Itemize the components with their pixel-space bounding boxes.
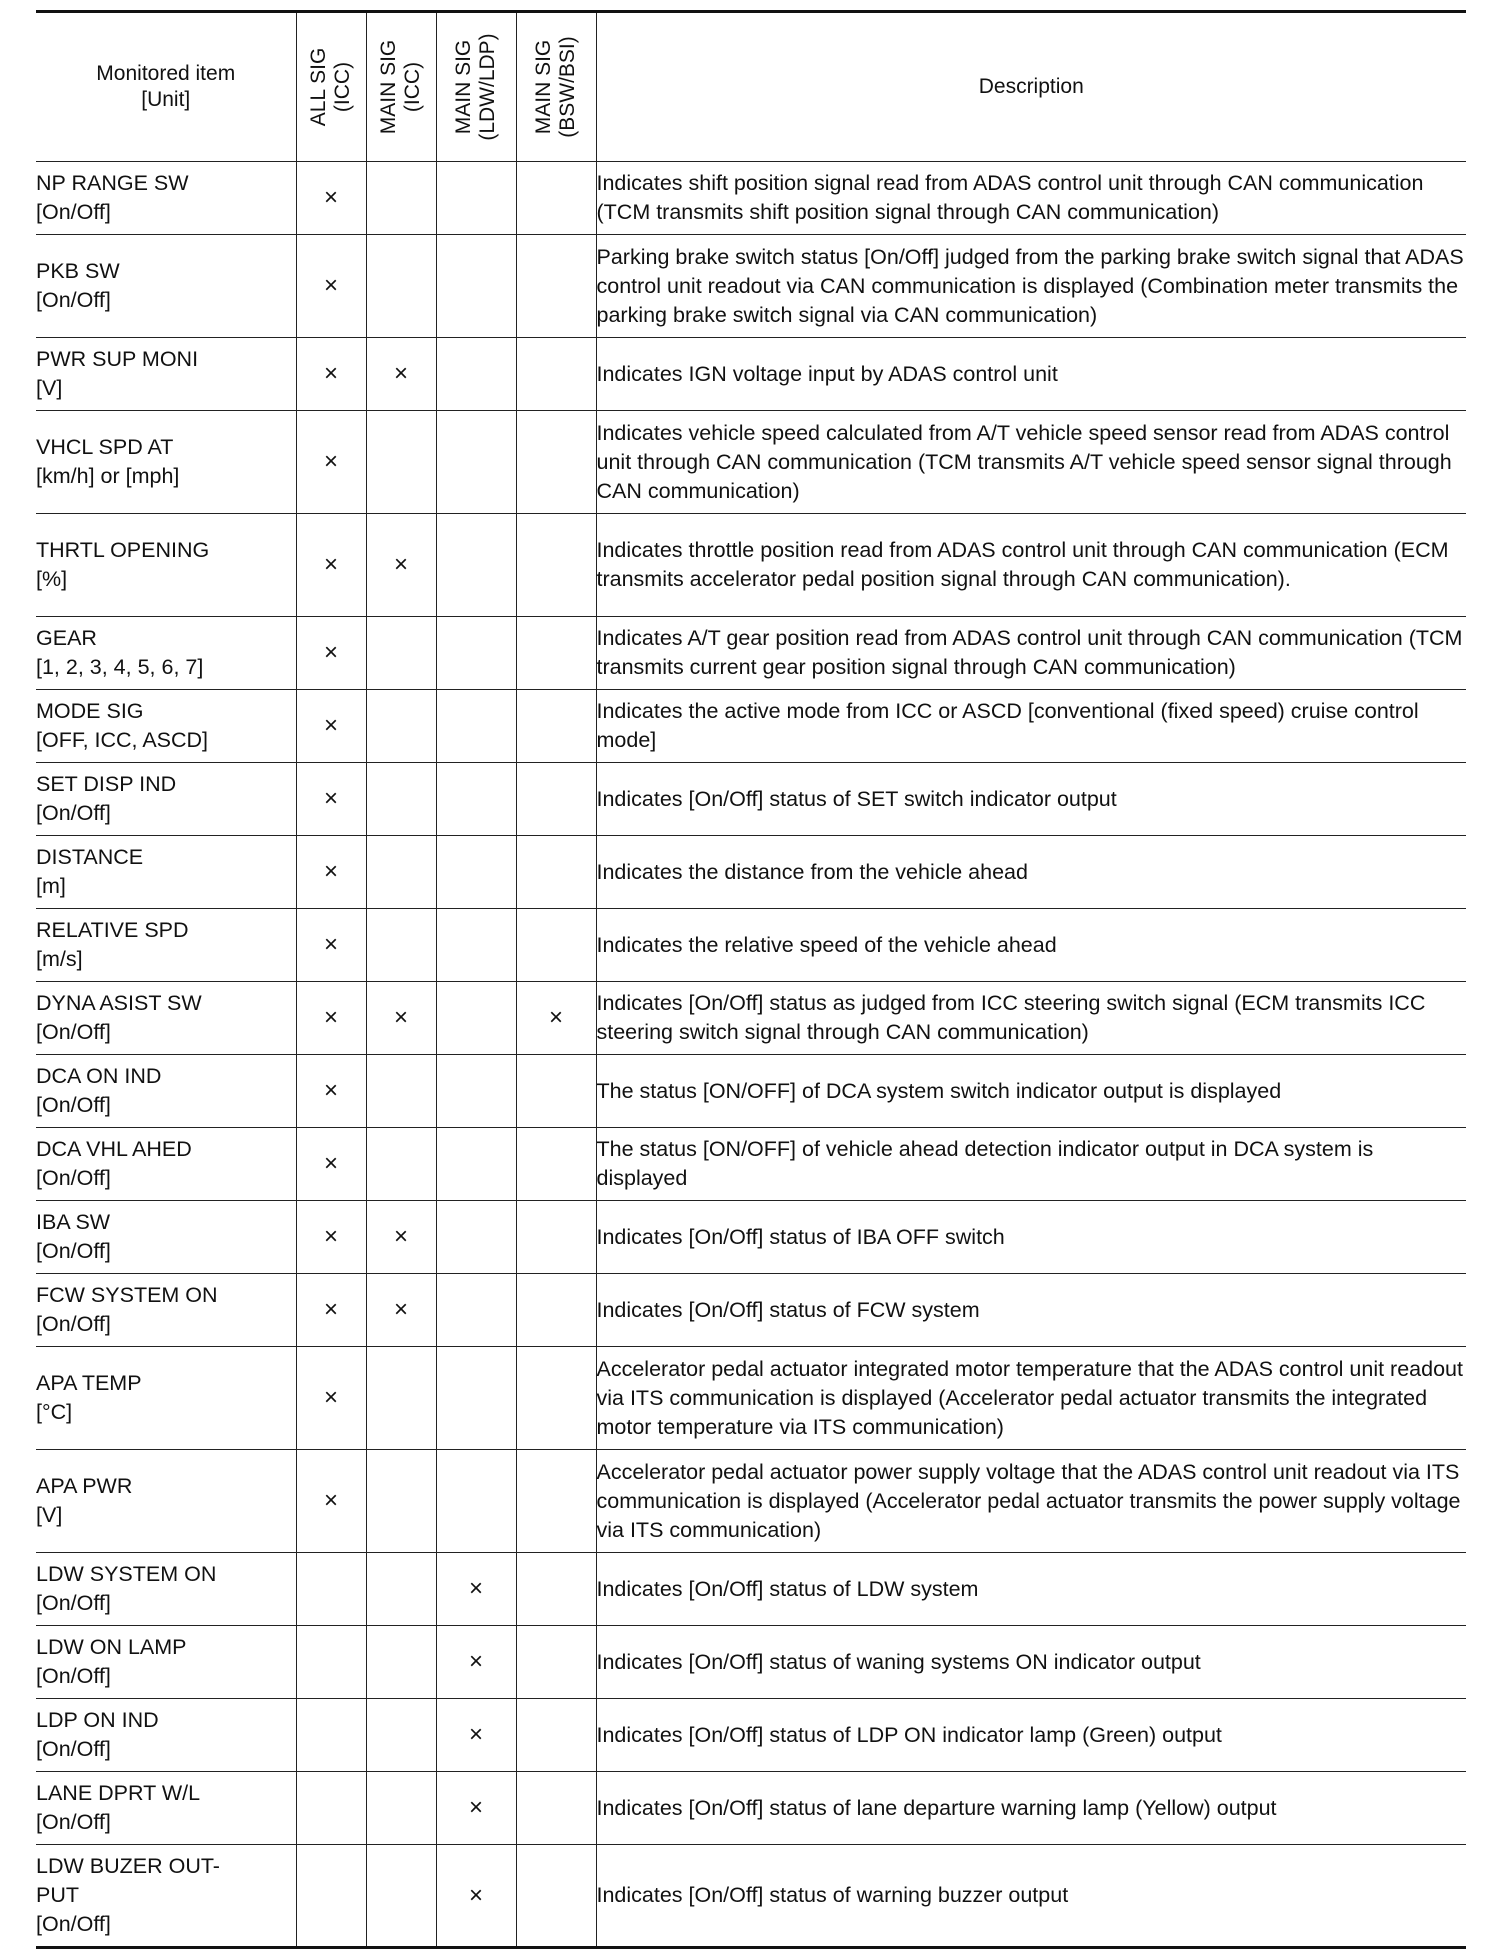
description-cell: Indicates throttle position read from ADAS control unit through CAN communication (ECM transmits accelerator pedal position signal through CAN communication). — [596, 514, 1466, 617]
table-row — [36, 1699, 1466, 1772]
main-sig-bsw-bsi-mark — [516, 909, 596, 982]
monitored-item-unit: [On/Off] — [36, 200, 111, 224]
main-sig-icc-mark — [366, 411, 436, 514]
description-cell: Indicates [On/Off] status of LDP ON indicator lamp (Green) output — [596, 1699, 1466, 1772]
main-sig-ldw-ldp-header-line1: MAIN SIG — [452, 39, 475, 135]
monitored-item-name: LDP ON IND — [36, 1708, 159, 1732]
description-cell: Indicates [On/Off] status of waning systems ON indicator output — [596, 1626, 1466, 1699]
monitored-item-cell — [36, 763, 296, 836]
monitored-item-unit: [On/Off] — [36, 801, 111, 825]
all-sig-icc-mark: × — [296, 690, 366, 763]
all-sig-icc-mark — [296, 1772, 366, 1845]
main-sig-bsw-bsi-mark — [516, 338, 596, 411]
monitored-item-unit: [V] — [36, 376, 63, 400]
monitored-item-unit: [On/Off] — [36, 1166, 111, 1190]
description-cell: Indicates A/T gear position read from ADAS control unit through CAN communication (TCM transmits current gear position signal through CAN communication) — [596, 617, 1466, 690]
main-sig-bsw-bsi-header — [516, 12, 596, 162]
table-header-row — [36, 12, 1466, 162]
main-sig-icc-mark: × — [366, 1274, 436, 1347]
main-sig-ldw-ldp-mark — [436, 909, 516, 982]
main-sig-bsw-bsi-mark — [516, 411, 596, 514]
monitored-item-cell — [36, 909, 296, 982]
main-sig-icc-mark — [366, 690, 436, 763]
monitored-item-unit: [On/Off] — [36, 1737, 111, 1761]
main-sig-ldw-ldp-mark — [436, 514, 516, 617]
main-sig-icc-mark — [366, 235, 436, 338]
main-sig-icc-mark — [366, 1699, 436, 1772]
monitored-item-cell — [36, 1845, 296, 1948]
all-sig-icc-mark: × — [296, 1347, 366, 1450]
description-cell: Indicates the active mode from ICC or ASCD [conventional (fixed speed) cruise control mode] — [596, 690, 1466, 763]
all-sig-icc-mark: × — [296, 1450, 366, 1553]
description-header: Description — [596, 12, 1466, 162]
main-sig-icc-mark — [366, 617, 436, 690]
description-cell: Indicates [On/Off] status as judged from ICC steering switch signal (ECM transmits ICC steering switch signal through CAN communication) — [596, 982, 1466, 1055]
all-sig-icc-mark: × — [296, 1201, 366, 1274]
monitored-item-unit: [On/Off] — [36, 1912, 111, 1936]
monitored-item-cell — [36, 836, 296, 909]
monitored-item-unit: [On/Off] — [36, 1664, 111, 1688]
main-sig-icc-mark: × — [366, 514, 436, 617]
main-sig-ldw-ldp-header-line2: (LDW/LDP) — [476, 33, 499, 141]
monitored-item-cell — [36, 411, 296, 514]
all-sig-icc-mark: × — [296, 235, 366, 338]
description-cell: Accelerator pedal actuator power supply voltage that the ADAS control unit readout via ITS communication is displayed (Accelerator pedal actuator transmits the power supply voltage via ITS communication) — [596, 1450, 1466, 1553]
main-sig-bsw-bsi-mark — [516, 514, 596, 617]
description-cell: Indicates vehicle speed calculated from A/T vehicle speed sensor read from ADAS control unit through CAN communication (TCM transmits A/T vehicle speed sensor signal through CAN communication) — [596, 411, 1466, 514]
all-sig-icc-mark: × — [296, 763, 366, 836]
main-sig-bsw-bsi-mark — [516, 1553, 596, 1626]
monitored-item-cell — [36, 1626, 296, 1699]
table-row — [36, 1772, 1466, 1845]
monitored-item-header-label: Monitored item — [96, 62, 236, 85]
main-sig-icc-header-line1: MAIN SIG — [377, 39, 400, 135]
monitored-item-header — [36, 12, 296, 162]
main-sig-ldw-ldp-mark — [436, 1347, 516, 1450]
all-sig-icc-mark: × — [296, 514, 366, 617]
main-sig-bsw-bsi-mark — [516, 763, 596, 836]
main-sig-ldw-ldp-mark — [436, 763, 516, 836]
main-sig-bsw-bsi-mark — [516, 162, 596, 235]
table-row — [36, 235, 1466, 338]
monitored-item-name: DYNA ASIST SW — [36, 991, 202, 1015]
main-sig-bsw-bsi-mark: × — [516, 982, 596, 1055]
main-sig-ldw-ldp-mark — [436, 1274, 516, 1347]
main-sig-bsw-bsi-mark — [516, 1845, 596, 1948]
monitored-item-unit: [1, 2, 3, 4, 5, 6, 7] — [36, 655, 204, 679]
description-cell: Indicates IGN voltage input by ADAS control unit — [596, 338, 1466, 411]
description-cell: Parking brake switch status [On/Off] judged from the parking brake switch signal that ADAS control unit readout via CAN communication is displayed (Combination meter transmits the parking brake switch signal via CAN communication) — [596, 235, 1466, 338]
monitored-item-unit: [%] — [36, 567, 68, 591]
description-cell: Indicates [On/Off] status of SET switch indicator output — [596, 763, 1466, 836]
main-sig-bsw-bsi-header-line1: MAIN SIG — [532, 39, 555, 135]
table-row — [36, 982, 1466, 1055]
monitored-item-cell — [36, 1055, 296, 1128]
monitored-item-unit: [km/h] or [mph] — [36, 464, 180, 488]
main-sig-ldw-ldp-mark: × — [436, 1772, 516, 1845]
description-cell: Indicates [On/Off] status of FCW system — [596, 1274, 1466, 1347]
main-sig-bsw-bsi-mark — [516, 617, 596, 690]
all-sig-icc-mark: × — [296, 617, 366, 690]
main-sig-icc-mark — [366, 1772, 436, 1845]
monitored-item-name: LDW ON LAMP — [36, 1635, 187, 1659]
monitored-item-unit: [On/Off] — [36, 1591, 111, 1615]
table-row — [36, 1274, 1466, 1347]
monitored-item-cell — [36, 162, 296, 235]
main-sig-bsw-bsi-header-line2: (BSW/BSI) — [556, 36, 579, 138]
monitored-item-unit: [V] — [36, 1503, 63, 1527]
monitored-item-name: APA TEMP — [36, 1371, 142, 1395]
main-sig-ldw-ldp-mark — [436, 235, 516, 338]
table-row — [36, 1450, 1466, 1553]
monitored-item-name: RELATIVE SPD — [36, 918, 189, 942]
main-sig-icc-header-line2: (ICC) — [401, 61, 424, 113]
monitored-item-cell — [36, 1772, 296, 1845]
main-sig-bsw-bsi-mark — [516, 1201, 596, 1274]
main-sig-bsw-bsi-mark — [516, 1055, 596, 1128]
monitored-item-name: PWR SUP MONI — [36, 347, 199, 371]
monitored-item-cell — [36, 1201, 296, 1274]
all-sig-icc-mark: × — [296, 909, 366, 982]
description-cell: Accelerator pedal actuator integrated motor temperature that the ADAS control unit readout via ITS communication is displayed (Accelerator pedal actuator transmits the integrated motor temperature via ITS communication) — [596, 1347, 1466, 1450]
main-sig-ldw-ldp-mark — [436, 690, 516, 763]
monitored-item-cell — [36, 338, 296, 411]
main-sig-icc-mark — [366, 1553, 436, 1626]
table-body — [36, 162, 1466, 1948]
table-row — [36, 836, 1466, 909]
monitored-item-cell — [36, 1128, 296, 1201]
monitored-item-name: FCW SYSTEM ON — [36, 1283, 218, 1307]
main-sig-icc-mark — [366, 909, 436, 982]
main-sig-icc-mark — [366, 1347, 436, 1450]
main-sig-ldw-ldp-mark: × — [436, 1845, 516, 1948]
main-sig-icc-mark — [366, 763, 436, 836]
monitored-item-unit: [On/Off] — [36, 1810, 111, 1834]
monitored-item-unit: [On/Off] — [36, 1312, 111, 1336]
monitored-item-name: DCA ON IND — [36, 1064, 162, 1088]
main-sig-ldw-ldp-mark — [436, 162, 516, 235]
table-row — [36, 909, 1466, 982]
main-sig-ldw-ldp-mark — [436, 1128, 516, 1201]
main-sig-ldw-ldp-mark — [436, 1201, 516, 1274]
table-row — [36, 1553, 1466, 1626]
monitored-item-unit: [°C] — [36, 1400, 73, 1424]
monitored-item-unit: [m] — [36, 874, 66, 898]
monitored-item-name: THRTL OPENING — [36, 538, 210, 562]
main-sig-icc-mark: × — [366, 1201, 436, 1274]
main-sig-icc-mark — [366, 1626, 436, 1699]
all-sig-icc-mark: × — [296, 982, 366, 1055]
monitored-items-table — [36, 10, 1466, 1949]
monitored-item-unit: [On/Off] — [36, 1093, 111, 1117]
monitored-item-cell — [36, 1699, 296, 1772]
table-row — [36, 763, 1466, 836]
description-cell: The status [ON/OFF] of DCA system switch indicator output is displayed — [596, 1055, 1466, 1128]
description-cell: The status [ON/OFF] of vehicle ahead detection indicator output in DCA system is displayed — [596, 1128, 1466, 1201]
monitored-item-name: LDW BUZER OUT- PUT — [36, 1854, 220, 1907]
main-sig-ldw-ldp-mark — [436, 1055, 516, 1128]
main-sig-ldw-ldp-mark — [436, 1450, 516, 1553]
description-cell: Indicates the relative speed of the vehicle ahead — [596, 909, 1466, 982]
main-sig-ldw-ldp-mark — [436, 836, 516, 909]
all-sig-icc-mark: × — [296, 836, 366, 909]
table-row — [36, 1845, 1466, 1948]
all-sig-icc-mark — [296, 1553, 366, 1626]
main-sig-bsw-bsi-mark — [516, 1699, 596, 1772]
monitored-item-cell — [36, 1274, 296, 1347]
main-sig-bsw-bsi-mark — [516, 1128, 596, 1201]
table-row — [36, 514, 1466, 617]
monitored-item-name: IBA SW — [36, 1210, 111, 1234]
monitored-item-unit: [On/Off] — [36, 288, 111, 312]
main-sig-ldw-ldp-mark: × — [436, 1699, 516, 1772]
main-sig-icc-mark — [366, 162, 436, 235]
monitored-item-unit: [m/s] — [36, 947, 83, 971]
table-row — [36, 411, 1466, 514]
main-sig-bsw-bsi-mark — [516, 235, 596, 338]
table-row — [36, 1626, 1466, 1699]
monitored-item-cell — [36, 1553, 296, 1626]
monitored-item-cell — [36, 617, 296, 690]
table-row — [36, 690, 1466, 763]
all-sig-icc-header — [296, 12, 366, 162]
monitored-item-name: SET DISP IND — [36, 772, 177, 796]
unit-header-label: [Unit] — [141, 88, 191, 111]
main-sig-ldw-ldp-mark — [436, 411, 516, 514]
main-sig-icc-mark: × — [366, 338, 436, 411]
main-sig-bsw-bsi-mark — [516, 1626, 596, 1699]
table-row — [36, 1128, 1466, 1201]
all-sig-icc-mark: × — [296, 1274, 366, 1347]
monitored-item-name: APA PWR — [36, 1474, 133, 1498]
main-sig-icc-mark — [366, 1845, 436, 1948]
description-cell: Indicates [On/Off] status of IBA OFF switch — [596, 1201, 1466, 1274]
table-row — [36, 1201, 1466, 1274]
monitored-item-cell — [36, 514, 296, 617]
monitored-item-name: LDW SYSTEM ON — [36, 1562, 217, 1586]
monitored-item-unit: [On/Off] — [36, 1239, 111, 1263]
all-sig-icc-header-line1: ALL SIG — [307, 47, 330, 127]
monitored-item-name: VHCL SPD AT — [36, 435, 174, 459]
main-sig-ldw-ldp-mark — [436, 617, 516, 690]
monitored-item-name: LANE DPRT W/L — [36, 1781, 201, 1805]
all-sig-icc-header-line2: (ICC) — [331, 61, 354, 113]
monitored-item-name: NP RANGE SW — [36, 171, 189, 195]
all-sig-icc-mark — [296, 1626, 366, 1699]
main-sig-bsw-bsi-mark — [516, 1347, 596, 1450]
description-cell: Indicates shift position signal read from ADAS control unit through CAN communication (TCM transmits shift position signal through CAN communication) — [596, 162, 1466, 235]
main-sig-bsw-bsi-mark — [516, 1274, 596, 1347]
description-cell: Indicates the distance from the vehicle ahead — [596, 836, 1466, 909]
monitored-item-cell — [36, 690, 296, 763]
monitored-item-name: MODE SIG — [36, 699, 144, 723]
main-sig-icc-mark — [366, 836, 436, 909]
description-cell: Indicates [On/Off] status of warning buzzer output — [596, 1845, 1466, 1948]
description-cell: Indicates [On/Off] status of lane departure warning lamp (Yellow) output — [596, 1772, 1466, 1845]
main-sig-ldw-ldp-header — [436, 12, 516, 162]
main-sig-bsw-bsi-mark — [516, 1450, 596, 1553]
main-sig-icc-mark — [366, 1055, 436, 1128]
description-cell: Indicates [On/Off] status of LDW system — [596, 1553, 1466, 1626]
main-sig-icc-mark: × — [366, 982, 436, 1055]
monitored-item-unit: [On/Off] — [36, 1020, 111, 1044]
main-sig-ldw-ldp-mark: × — [436, 1626, 516, 1699]
main-sig-ldw-ldp-mark — [436, 338, 516, 411]
main-sig-bsw-bsi-mark — [516, 1772, 596, 1845]
main-sig-icc-mark — [366, 1128, 436, 1201]
monitored-item-cell — [36, 235, 296, 338]
main-sig-icc-header — [366, 12, 436, 162]
monitored-item-cell — [36, 1347, 296, 1450]
all-sig-icc-mark: × — [296, 1128, 366, 1201]
main-sig-bsw-bsi-mark — [516, 690, 596, 763]
table-row — [36, 617, 1466, 690]
table-row — [36, 338, 1466, 411]
main-sig-bsw-bsi-mark — [516, 836, 596, 909]
all-sig-icc-mark — [296, 1845, 366, 1948]
monitored-item-cell — [36, 982, 296, 1055]
monitored-item-name: DCA VHL AHED — [36, 1137, 192, 1161]
all-sig-icc-mark: × — [296, 411, 366, 514]
monitored-item-name: GEAR — [36, 626, 97, 650]
all-sig-icc-mark: × — [296, 1055, 366, 1128]
table-row — [36, 1347, 1466, 1450]
monitored-item-name: DISTANCE — [36, 845, 144, 869]
all-sig-icc-mark: × — [296, 162, 366, 235]
main-sig-icc-mark — [366, 1450, 436, 1553]
monitored-item-cell — [36, 1450, 296, 1553]
monitored-item-name: PKB SW — [36, 259, 120, 283]
main-sig-ldw-ldp-mark: × — [436, 1553, 516, 1626]
monitored-item-unit: [OFF, ICC, ASCD] — [36, 728, 209, 752]
table-row — [36, 162, 1466, 235]
table-row — [36, 1055, 1466, 1128]
all-sig-icc-mark — [296, 1699, 366, 1772]
main-sig-ldw-ldp-mark — [436, 982, 516, 1055]
all-sig-icc-mark: × — [296, 338, 366, 411]
